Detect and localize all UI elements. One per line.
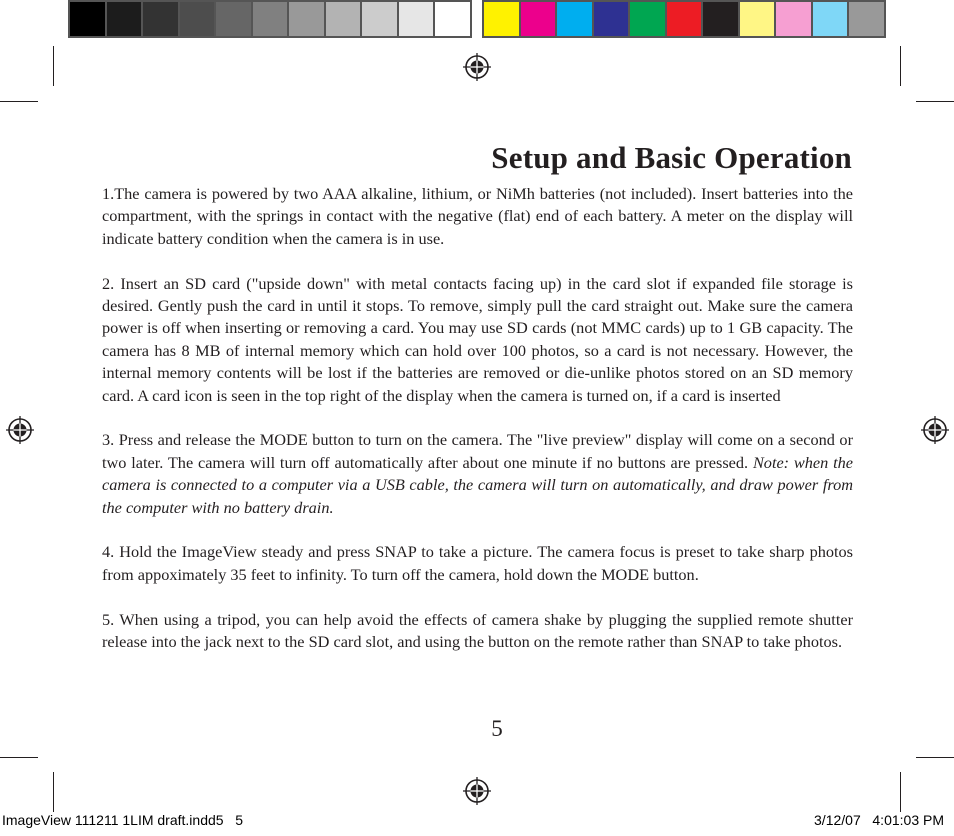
registration-mark-icon bbox=[462, 776, 492, 806]
grayscale-color-bar bbox=[68, 0, 472, 38]
paragraph-taking-picture: 4. Hold the ImageView steady and press SNAP to take a picture. The camera focus is preset to take sharp photos from appoximately 35 feet to infinity. To turn off the camera, hold down the MODE button. bbox=[102, 542, 853, 584]
color-swatch bbox=[849, 2, 884, 36]
gray-swatch bbox=[326, 2, 361, 36]
paragraph-sd-card: 2. Insert an SD card ("upside down" with metal contacts facing up) in the card slot if expanded file storage is desired. Gently push the card in until it stops. To remove, simply pull the card straight out. Make sure the camera power is off when inserting or removing a card. You may use SD cards (not MMC cards) up to 1 GB capacity. The camera has 8 MB of internal memory which can hold over 100 photos, so a card is not necessary. However, the internal memory contents will be lost if the batteries are removed or die-unlike photos stored on an SD memory card. A card icon is seen in the top right of the display when the camera is turned on, if a card is inserted bbox=[102, 273, 853, 405]
color-swatch bbox=[521, 2, 556, 36]
gray-swatch bbox=[180, 2, 215, 36]
gray-swatch bbox=[362, 2, 397, 36]
gray-swatch bbox=[70, 2, 105, 36]
instructions-body bbox=[102, 183, 853, 676]
color-swatch bbox=[703, 2, 738, 36]
crop-mark-top-right-vertical bbox=[900, 46, 901, 86]
color-swatch bbox=[594, 2, 629, 36]
paragraph-tripod: 5. When using a tripod, you can help avoid the effects of camera shake by plugging the supplied remote shutter release into the jack next to the SD card slot, and using the button on the remote rather than SNAP to take photos. bbox=[102, 609, 853, 652]
registration-mark-icon bbox=[920, 415, 950, 445]
slug-datetime: 3/12/07 4:01:03 PM bbox=[814, 812, 944, 828]
gray-swatch bbox=[107, 2, 142, 36]
gray-swatch bbox=[399, 2, 434, 36]
crop-mark-top-left-horizontal bbox=[0, 101, 38, 102]
crop-mark-bottom-right-vertical bbox=[900, 772, 901, 812]
gray-swatch bbox=[143, 2, 178, 36]
crop-mark-bottom-left-vertical bbox=[53, 772, 54, 812]
process-color-bar bbox=[482, 0, 886, 38]
paragraph-power-on bbox=[102, 429, 853, 519]
color-swatch bbox=[630, 2, 665, 36]
color-swatch bbox=[776, 2, 811, 36]
registration-mark-icon bbox=[5, 415, 35, 445]
color-swatch bbox=[740, 2, 775, 36]
usb-note: Note: when the camera is connected to a computer via a USB cable, the camera will turn on automatically, and draw power from the computer with no battery drain. bbox=[102, 452, 853, 517]
slug-filename: ImageView 111211 1LIM draft.indd5 5 bbox=[2, 812, 244, 828]
gray-swatch bbox=[216, 2, 251, 36]
crop-mark-bottom-right-horizontal bbox=[916, 757, 954, 758]
registration-mark-icon bbox=[462, 52, 492, 82]
page-number: 5 bbox=[491, 716, 503, 741]
color-swatch bbox=[484, 2, 519, 36]
crop-mark-top-left-vertical bbox=[53, 46, 54, 86]
color-swatch bbox=[557, 2, 592, 36]
paragraph-power-on-text: 3. Press and release the MODE button to turn on the camera. The "live preview" display will come on a second or two later. The camera will turn off automatically after about one minute if no buttons are pressed. bbox=[102, 430, 853, 472]
gray-swatch bbox=[253, 2, 288, 36]
crop-mark-top-right-horizontal bbox=[916, 101, 954, 102]
gray-swatch bbox=[289, 2, 324, 36]
crop-mark-bottom-left-horizontal bbox=[0, 757, 38, 758]
color-swatch bbox=[667, 2, 702, 36]
color-swatch bbox=[813, 2, 848, 36]
gray-swatch bbox=[435, 2, 470, 36]
page-title: Setup and Basic Operation bbox=[491, 140, 852, 175]
paragraph-batteries: 1.The camera is powered by two AAA alkaline, lithium, or NiMh batteries (not included). Insert batteries into the compartment, with the springs in contact with the negative (flat) end of each battery. A meter on the display will indicate battery condition when the camera is in use. bbox=[102, 184, 853, 248]
